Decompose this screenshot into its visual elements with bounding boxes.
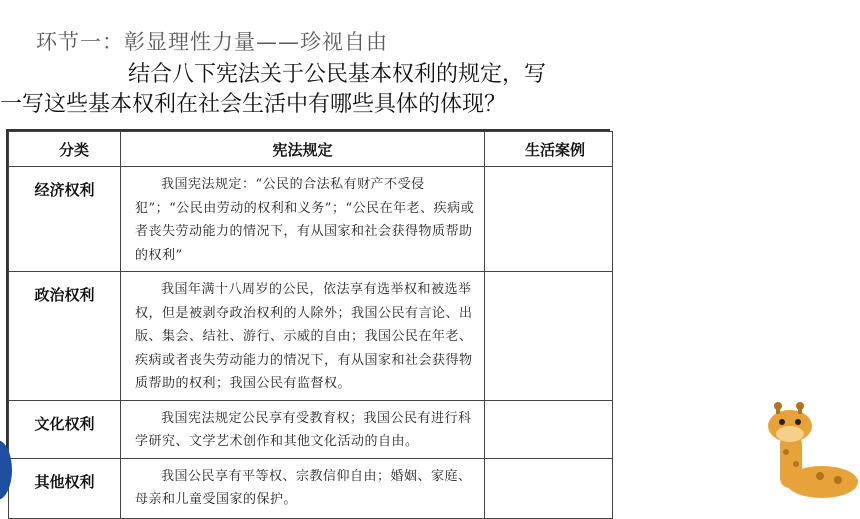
header-law: 宪法规定 bbox=[121, 132, 485, 167]
table-header-row bbox=[9, 132, 613, 167]
prompt-line-1: 结合八下宪法关于公民基本权利的规定，写 bbox=[128, 62, 547, 87]
table-row bbox=[9, 458, 613, 518]
row-category: 文化权利 bbox=[9, 400, 121, 458]
giraffe-icon bbox=[760, 404, 860, 488]
row-law bbox=[121, 167, 485, 272]
row-case-cell[interactable] bbox=[485, 400, 613, 458]
header-case: 生活案例 bbox=[485, 132, 613, 167]
row-case-cell[interactable] bbox=[485, 458, 613, 518]
row-law-text: 我国公民享有平等权、宗教信仰自由；婚姻、家庭、母亲和儿童受国家的保护。 bbox=[135, 468, 472, 507]
row-category: 经济权利 bbox=[9, 167, 121, 272]
row-category: 其他权利 bbox=[9, 458, 121, 518]
rights-table bbox=[8, 131, 613, 519]
row-law bbox=[121, 458, 485, 518]
row-case-cell[interactable] bbox=[485, 167, 613, 272]
table-row bbox=[9, 400, 613, 458]
row-case-cell[interactable] bbox=[485, 272, 613, 401]
row-law-text: 我国宪法规定公民享有受教育权；我国公民有进行科学研究、文学艺术创作和其他文化活动的自由。 bbox=[135, 410, 472, 449]
section-title: 环节一：彰显理性力量——珍视自由 bbox=[36, 30, 388, 54]
table-row bbox=[9, 272, 613, 401]
prompt-line-2: 一写这些基本权利在社会生活中有哪些具体的体现？ bbox=[0, 92, 507, 117]
row-law bbox=[121, 272, 485, 401]
row-law-text: 我国年满十八周岁的公民，依法享有选举权和被选举权，但是被剥夺政治权利的人除外；我国公民有言论、出版、集会、结社、游行、示威的自由；我国公民在年老、疾病或者丧失劳动能力的情况下，有从国家和社会获得物质帮助的权利；我国公民有监督权。 bbox=[135, 282, 473, 391]
table-row bbox=[9, 167, 613, 272]
rights-table-container bbox=[6, 129, 610, 507]
row-law-text: 我国宪法规定：“公民的合法私有财产不受侵犯”；“公民由劳动的权利和义务”；“公民在年老、疾病或者丧失劳动能力的情况下，有从国家和社会获得物质帮助的权利” bbox=[135, 177, 475, 263]
row-category: 政治权利 bbox=[9, 272, 121, 401]
prompt-text bbox=[0, 60, 620, 120]
header-category: 分类 bbox=[9, 132, 121, 167]
row-law bbox=[121, 400, 485, 458]
